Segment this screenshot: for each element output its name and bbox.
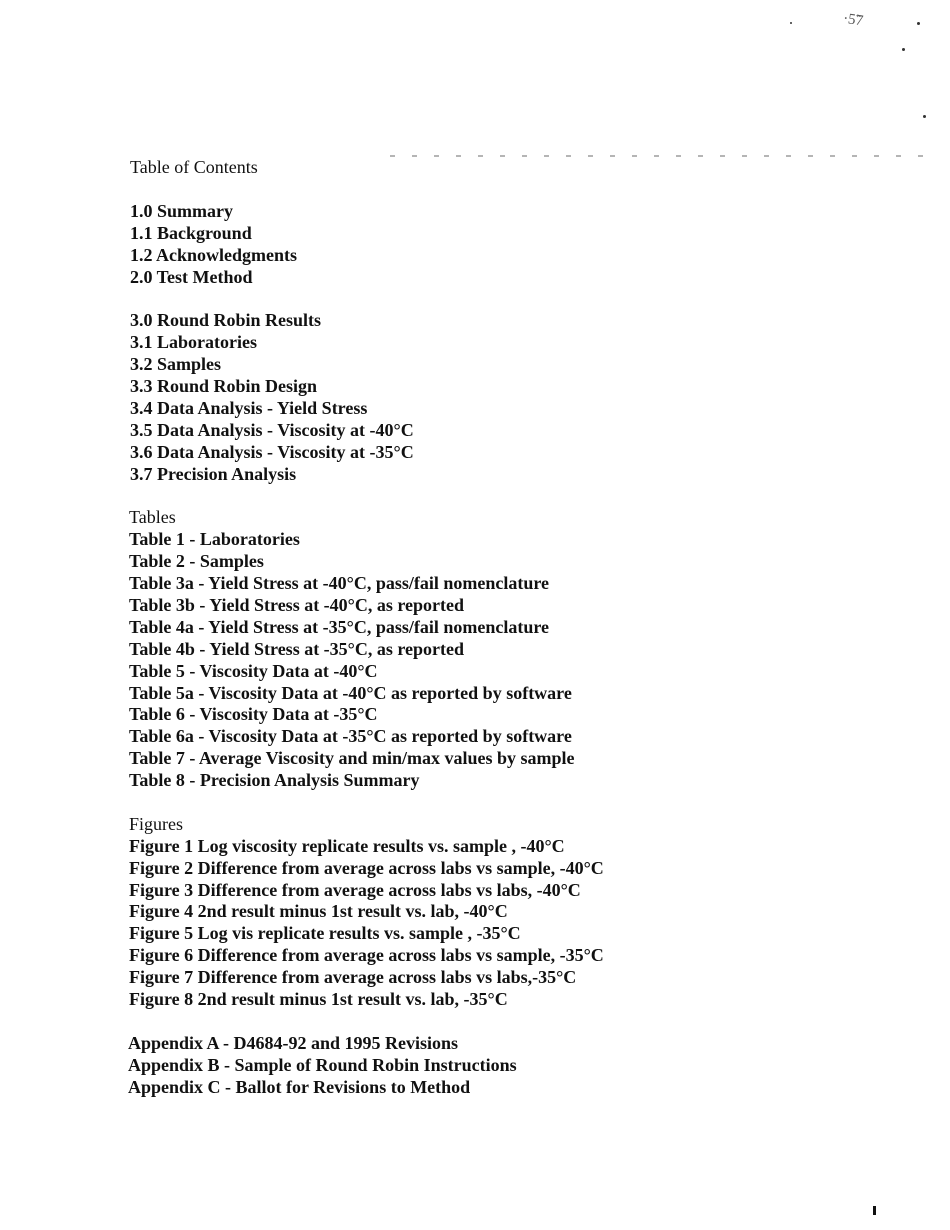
scan-mark [873, 1206, 876, 1215]
toc-entry: Figure 5 Log vis replicate results vs. sample , -35°C [129, 923, 521, 944]
toc-entry: Table 5 - Viscosity Data at -40°C [129, 660, 378, 681]
toc-entry: Table 3a - Yield Stress at -40°C, pass/fail nomenclature [129, 573, 550, 594]
toc-entry: Table 5a - Viscosity Data at -40°C as reported by software [129, 682, 572, 703]
toc-entry: Appendix C - Ballot for Revisions to Method [128, 1076, 471, 1097]
toc-entry: 3.4 Data Analysis - Yield Stress [130, 397, 368, 418]
table-of-contents [130, 157, 604, 1120]
toc-entry: Appendix B - Sample of Round Robin Instructions [128, 1054, 517, 1075]
toc-entry: 3.5 Data Analysis - Viscosity at -40°C [130, 419, 414, 440]
toc-title: Table of Contents [130, 157, 258, 177]
scan-speck [790, 22, 792, 24]
handwritten-mark: ·5̃7 [842, 10, 865, 30]
toc-entry: 3.2 Samples [130, 354, 222, 375]
toc-entry: Table 8 - Precision Analysis Summary [129, 770, 420, 791]
tables-heading: Tables [129, 507, 176, 528]
toc-figures [129, 814, 604, 1011]
toc-tables [129, 507, 604, 792]
toc-entry: 1.0 Summary [130, 200, 233, 221]
toc-results-sections [130, 310, 604, 485]
toc-entry: Table 3b - Yield Stress at -40°C, as reported [129, 594, 465, 615]
toc-entry: Figure 4 2nd result minus 1st result vs. lab, -40°C [129, 901, 508, 922]
toc-entry: Figure 3 Difference from average across labs vs labs, -40°C [129, 879, 581, 900]
toc-entry: Figure 1 Log viscosity replicate results vs. sample , -40°C [129, 835, 565, 856]
toc-entry: Figure 2 Difference from average across labs vs sample, -40°C [129, 857, 604, 878]
toc-entry: Table 4b - Yield Stress at -35°C, as reported [129, 638, 465, 659]
toc-entry: 1.2 Acknowledgments [130, 244, 298, 265]
toc-entry: Table 6a - Viscosity Data at -35°C as reported by software [129, 726, 572, 747]
toc-entry: Table 7 - Average Viscosity and min/max values by sample [129, 748, 575, 769]
scan-speck [923, 115, 926, 118]
toc-entry: 3.7 Precision Analysis [130, 463, 297, 484]
figures-heading: Figures [129, 813, 183, 834]
toc-entry: Figure 8 2nd result minus 1st result vs. lab, -35°C [129, 988, 508, 1009]
toc-entry: Figure 6 Difference from average across labs vs sample, -35°C [129, 945, 604, 966]
toc-entry: 3.6 Data Analysis - Viscosity at -35°C [130, 441, 414, 462]
toc-entry: Figure 7 Difference from average across labs vs labs,-35°C [129, 967, 577, 988]
toc-sections [130, 201, 604, 289]
scan-speck [902, 48, 905, 51]
toc-entry: Table 4a - Yield Stress at -35°C, pass/fail nomenclature [129, 616, 550, 637]
toc-appendices [128, 1033, 604, 1099]
toc-entry: 3.1 Laboratories [130, 332, 257, 353]
toc-entry: Table 2 - Samples [129, 551, 264, 572]
scan-speck [917, 22, 920, 25]
toc-entry: Table 6 - Viscosity Data at -35°C [129, 704, 378, 725]
toc-entry: 3.3 Round Robin Design [130, 376, 318, 397]
toc-entry: 1.1 Background [130, 222, 252, 243]
toc-entry: 2.0 Test Method [130, 266, 253, 287]
toc-entry: 3.0 Round Robin Results [130, 310, 322, 331]
toc-entry: Table 1 - Laboratories [129, 529, 300, 550]
toc-entry: Appendix A - D4684-92 and 1995 Revisions [128, 1032, 459, 1053]
